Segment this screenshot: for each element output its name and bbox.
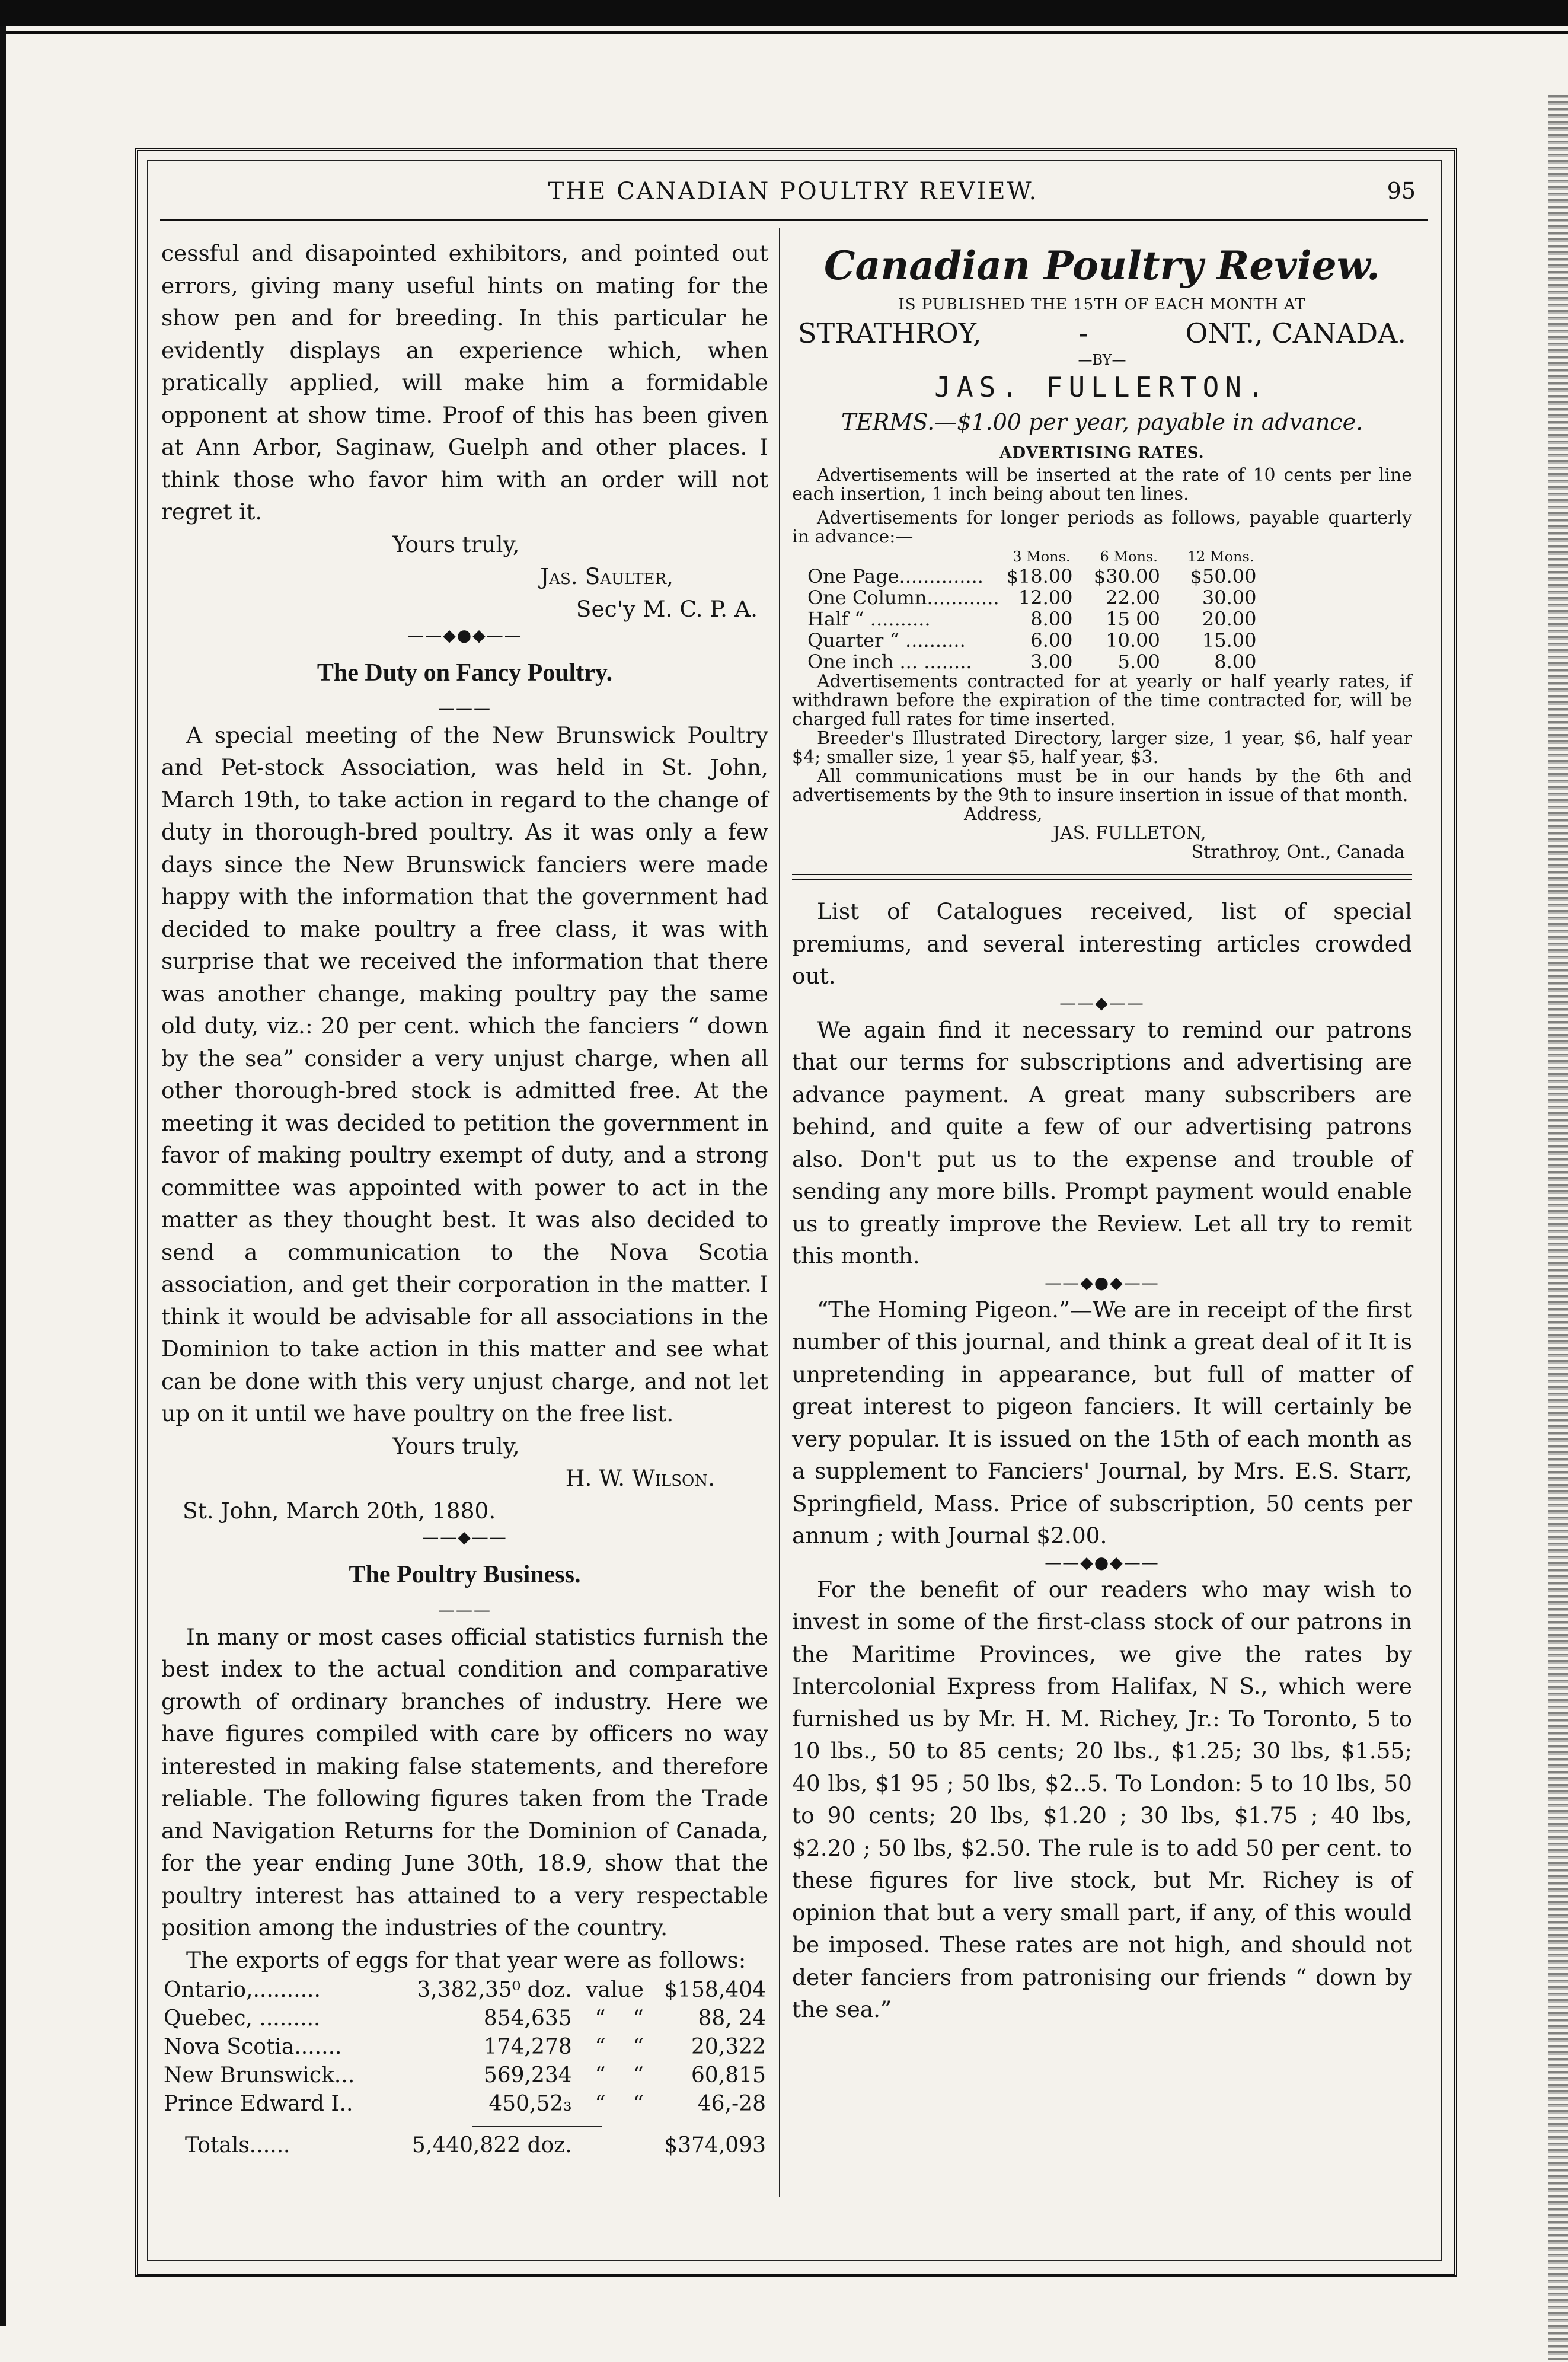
totals-val: $374,093: [664, 2133, 766, 2157]
column-rule: [779, 228, 780, 2197]
c12: $50.00: [1190, 565, 1257, 588]
rule-row: [161, 2118, 768, 2131]
ornament-divider-5: ——◆●◆——: [1045, 1552, 1160, 1572]
exports-intro: The exports of eggs for that year were as follows:: [186, 1946, 746, 1973]
masthead: Canadian Poultry Review.: [824, 242, 1380, 289]
ornament-divider-2: ——◆——: [422, 1527, 507, 1547]
address-place: Strathroy, Ont., Canada: [1191, 842, 1405, 863]
prov: Prince Edward I..: [164, 2092, 353, 2116]
col-3mons: 3 Mons.: [1013, 548, 1071, 565]
running-head-title: THE CANADIAN POULTRY REVIEW.: [548, 178, 1039, 205]
ditto: “: [595, 2006, 606, 2031]
binding-spine: [1548, 95, 1568, 2360]
doz: 569,234: [483, 2063, 572, 2088]
ditto: “: [633, 2035, 644, 2059]
c6: $30.00: [1093, 565, 1160, 588]
val-label: value: [586, 1978, 644, 2002]
ditto: “: [595, 2063, 606, 2088]
duty-paragraph: A special meeting of the New Brunswick Poultry and Pet-stock Association, was held in St. John, March 19th, to take action in regard to the change of duty in thorough-bred poultry. As it was only a few days since the New Brunswick fanciers were made happy with the information that the government had decided to make poultry a free class, it was with surprise that we received the information that there was another change, making poultry pay the same old duty, viz.: 20 per cent. which the fanciers “ down by the sea” consider a very unjust charge, when all other thorough-bred stock is admitted free. At the meeting it was decided to petition the government in favor of making poultry exempt of duty, and a strong committee was appointed with power to act in the matter as they thought best. It was also decided to send a communication to the Nova Scotia association, and get their corporation in the matter. I think it would be advisable for all associations in the Dominion to take action in this matter and see what can be done with this very unjust charge, and not let up on it until we have poultry on the free list.: [161, 722, 768, 1426]
table-row: [161, 1976, 768, 2004]
business-paragraph: In many or most cases official statistics furnish the best index to the actual condition and comparative growth of ordinary branches of industry. Here we have figures compiled with care by officers no way interested in making false statements, and therefore reliable. The following figures taken from the Trade and Navigation Returns for the Dominion of Canada, for the year ending June 30th, 18.9, show that the poultry interest has attained to a very respectable position among the industries of the country.: [161, 1623, 768, 1940]
prov: Quebec, .........: [164, 2006, 321, 2031]
left-column: [161, 237, 768, 2160]
c3: 8.00: [1030, 608, 1073, 630]
prov: Nova Scotia.......: [164, 2035, 342, 2059]
val: 60,815: [691, 2063, 766, 2088]
signature-yours: Yours truly,: [392, 531, 520, 557]
totals-doz: 5,440,822 doz.: [411, 2133, 572, 2157]
c12: 15.00: [1202, 629, 1257, 652]
prov: New Brunswick...: [164, 2063, 355, 2088]
by-line: —BY—: [1078, 352, 1126, 368]
item: One Page..............: [807, 565, 983, 588]
address-label: Address,: [964, 804, 1043, 825]
head-rule: [160, 219, 1428, 221]
place-city: STRATHROY,: [798, 317, 982, 349]
ditto: “: [633, 2006, 644, 2031]
heading-duty: The Duty on Fancy Poultry.: [317, 659, 613, 687]
eggs-table: [161, 1976, 768, 2160]
c3: 12.00: [1018, 586, 1073, 609]
val: $158,404: [664, 1978, 766, 2002]
val: 88, 24: [698, 2006, 766, 2031]
terms-line: TERMS.—$1.00 per year, payable in advance.: [841, 409, 1363, 435]
item: Half “ ..........: [807, 608, 931, 630]
c6: 5.00: [1117, 650, 1160, 673]
totals-label: Totals......: [185, 2133, 290, 2157]
catalogues-paragraph: List of Catalogues received, list of special premiums, and several interesting articles crowded out.: [792, 898, 1412, 989]
table-row: [804, 587, 1260, 608]
col-12mons: 12 Mons.: [1187, 548, 1254, 565]
adv-para-4: Breeder's Illustrated Directory, larger size, 1 year, $6, half year $4; smaller size, 1 year $5, half year, $3.: [792, 728, 1412, 768]
val: 46,-28: [697, 2092, 766, 2116]
val-label: [574, 2090, 646, 2118]
address-name: JAS. FULLETON,: [1053, 823, 1206, 844]
item: Quarter “ ..........: [807, 629, 966, 652]
right-column: [792, 237, 1412, 2026]
left-edge-rule: [0, 26, 6, 2326]
place-dash: -: [1078, 317, 1088, 349]
c3: 6.00: [1030, 629, 1073, 652]
published-line: IS PUBLISHED THE 15TH OF EACH MONTH AT: [898, 296, 1306, 314]
prov: Ontario,..........: [164, 1978, 321, 2002]
val-label: [574, 2033, 646, 2061]
val-label: [574, 2004, 646, 2033]
item: One inch ... ........: [807, 650, 972, 673]
rates-head: [804, 548, 1260, 566]
place-line: [792, 317, 1412, 350]
page-number: 95: [1387, 178, 1416, 204]
express-paragraph: For the benefit of our readers who may wish to invest in some of the first-class stock of our patrons in the Maritime Provinces, we give the rates by Intercolonial Express from Halifax, N S., which were furnished us by Mr. H. M. Richey, Jr.: To Toronto, 5 to 10 lbs., 50 to 85 cents; 20 lbs., $1.25; 30 lbs, $1.55; 40 lbs, $1 95 ; 50 lbs, $2..5. To London: 5 to 10 lbs, 50 to 90 cents; 20 lbs, $1.20 ; 30 lbs, $1.75 ; 40 lbs, $2.20 ; 50 lbs, $2.50. The rule is to add 50 per cent. to these figures for live stock, but Mr. Richey is of opinion that but a very small part, if any, of this would be imposed. These rates are not high, and should not deter fanciers from patronising our friends “ down by the sea.”: [792, 1576, 1412, 2022]
c3: $18.00: [1006, 565, 1073, 588]
adv-para-5: All communications must be in our hands by the 6th and advertisements by the 9th to insure insertion in issue of that month.: [792, 766, 1412, 806]
c12: 20.00: [1202, 608, 1257, 630]
table-row: [161, 2090, 768, 2118]
pigeon-paragraph: “The Homing Pigeon.”—We are in receipt of the first number of this journal, and think a great deal of it It is unpretending in appearance, but full of matter of great interest to pigeon fanciers. It will certainly be very popular. It is issued on the 15th of each month as a supplement to Fanciers' Journal, by Mrs. E.S. Starr, Springfield, Mass. Price of subscription, 50 cents per annum ; with Journal $2.00.: [792, 1296, 1412, 1549]
table-row: [161, 2033, 768, 2061]
short-rule-2: ———: [438, 1600, 491, 1620]
remind-paragraph: We again find it necessary to remind our patrons that our terms for subscriptions and advertising are advance payment. A great many subscribers are behind, and quite a few of our advertising patrons also. Don't put us to the expense and trouble of sending any more bills. Prompt payment would enable us to greatly improve the Review. Let all try to remit this month.: [792, 1016, 1412, 1269]
signature-title: Sec'y M. C. P. A.: [576, 595, 758, 622]
signature-name: Jas. Saulter,: [540, 563, 673, 589]
c12: 8.00: [1214, 650, 1257, 673]
table-row: [161, 2004, 768, 2033]
doz: 450,52₃: [488, 2092, 572, 2116]
top-black-bar: [0, 0, 1568, 26]
table-row: [161, 2061, 768, 2090]
doz: 174,278: [483, 2035, 572, 2059]
ditto: “: [595, 2035, 606, 2059]
publisher-name: JAS. FULLERTON.: [934, 371, 1270, 403]
place-province: ONT., CANADA.: [1185, 317, 1406, 349]
table-row: [804, 566, 1260, 587]
val: 20,322: [691, 2035, 766, 2059]
totals-row: [161, 2131, 768, 2160]
short-rule: ———: [438, 698, 491, 718]
ditto: “: [633, 2063, 644, 2088]
signature2-yours: Yours truly,: [392, 1432, 520, 1459]
adv-para-3: Advertisements contracted for at yearly or half yearly rates, if withdrawn before the expiration of the time contracted for, will be charged full rates for time inserted.: [792, 671, 1412, 730]
ditto: “: [595, 2092, 606, 2116]
c3: 3.00: [1030, 650, 1073, 673]
ornament-divider: ——◆●◆——: [407, 625, 522, 645]
ditto: “: [633, 2092, 644, 2116]
adv-heading: ADVERTISING RATES.: [999, 444, 1205, 462]
c6: 10.00: [1106, 629, 1160, 652]
item: One Column............: [807, 586, 999, 609]
rates-table: [804, 548, 1260, 672]
adv-para-2: Advertisements for longer periods as follows, payable quarterly in advance:—: [792, 507, 1412, 547]
col-6mons: 6 Mons.: [1100, 548, 1158, 565]
ornament-divider-3: ——◆——: [1059, 992, 1145, 1013]
table-row: [804, 608, 1260, 630]
dateline: St. John, March 20th, 1880.: [183, 1497, 496, 1524]
ornament-divider-4: ——◆●◆——: [1045, 1272, 1160, 1292]
adv-para-1: Advertisements will be inserted at the rate of 10 cents per line each insertion, 1 inch being about ten lines.: [792, 465, 1412, 505]
heading-business: The Poultry Business.: [349, 1561, 581, 1588]
doz: 3,382,35⁰ doz.: [417, 1978, 572, 2002]
val-label: [574, 2061, 646, 2090]
c12: 30.00: [1202, 586, 1257, 609]
continued-paragraph: cessful and disapointed exhibitors, and pointed out errors, giving many useful hints on mating for the show pen and for breeding. In this particular he evidently displays an experience which, when pratically applied, will make him a formidable opponent at show time. Proof of this has been given at Ann Arbor, Saginaw, Guelph and other places. I think those who favor him with an order will not regret it.: [161, 240, 768, 525]
table-row: [804, 630, 1260, 651]
table-row: [804, 651, 1260, 672]
top-thin-rule: [0, 31, 1568, 34]
c6: 15 00: [1106, 608, 1160, 630]
doz: 854,635: [483, 2006, 572, 2031]
running-head: [147, 178, 1439, 219]
signature2-name: H. W. Wilson.: [565, 1465, 715, 1491]
double-rule: [792, 874, 1412, 880]
c6: 22.00: [1106, 586, 1160, 609]
